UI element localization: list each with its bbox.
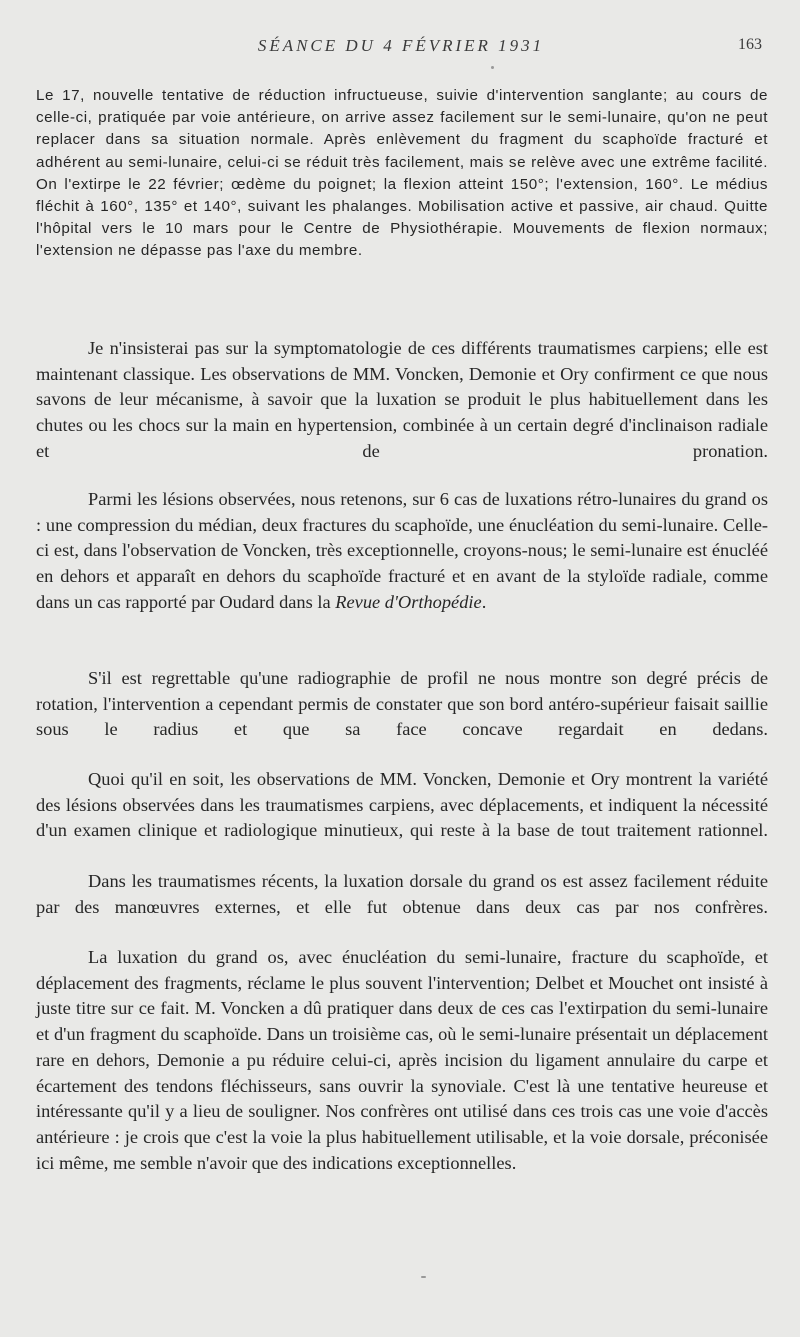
page-number: 163 [738, 36, 762, 53]
radiography-paragraph: S'il est regrettable qu'une radiographie de profil ne nous montre son degré précis de rotation, l'intervention a cependant permis de constater que son bord antéro-supérieur faisait saillie sous le radius et que sa face concave regardait en dedans. [36, 668, 768, 740]
session-title: SÉANCE DU 4 FÉVRIER 1931 [257, 36, 545, 55]
scan-speck [421, 1276, 426, 1278]
recent-trauma-paragraph: Dans les traumatismes récents, la luxation dorsale du grand os est assez facilement réduite par des manœuvres externes, et elle fut obtenue dans deux cas par nos confrères. [36, 871, 768, 917]
running-header [40, 36, 762, 58]
journal-title: Revue d'Orthopédie [335, 591, 482, 612]
scan-speck [491, 66, 494, 69]
lesions-paragraph: Parmi les lésions observées, nous retenons, sur 6 cas de luxations rétro-lunaires du grand os : une compression du médian, deux fractures du scaphoïde, une énucléation du semi-lunaire. Celle-ci est, dans l'observation de Voncken, très exceptionnelle, croyons-nous; le semi-lunaire est énucléé en dehors et apparaît en dehors du scaphoïde fracturé et en avant de la styloïde radiale, comme dans un cas rapporté par Oudard dans la Revue d'Orthopédie. [36, 489, 768, 612]
variety-paragraph: Quoi qu'il en soit, les observations de MM. Voncken, Demonie et Ory montrent la variété des lésions observées dans les traumatismes carpiens, avec déplacements, et indiquent la nécessité d'un examen clinique et radiologique minutieux, qui reste à la base de tout traitement rationnel. [36, 769, 768, 841]
case-report-paragraph: Le 17, nouvelle tentative de réduction infructueuse, suivie d'intervention sanglante; au cours de celle-ci, pratiquée par voie antérieure, on arrive assez facilement sur le semi-lunaire, qu'on ne peut replacer dans sa situation normale. Après enlèvement du fragment du scaphoïde fracturé et adhérent au semi-lunaire, celui-ci se réduit très facilement, mais se relève avec une extrême facilité. On l'extirpe le 22 février; œdème du poignet; la flexion atteint 150°; l'extension, 160°. Le médius fléchit à 160°, 135° et 140°, suivant les phalanges. Mobilisation active et passive, air chaud. Quitte l'hôpital vers le 10 mars pour le Centre de Physiothérapie. Mouvements de flexion normaux; l'extension ne dépasse pas l'axe du membre. [36, 87, 768, 260]
lesions-text: Parmi les lésions observées, nous retenons, sur 6 cas de luxations rétro-lunaires du grand os : une compression du médian, deux fractures du scaphoïde, une énucléation du semi-lunaire. Celle-ci est, dans l'observation de Voncken, très exceptionnelle, croyons-nous; le semi-lunaire est énucléé en dehors et apparaît en dehors du scaphoïde fracturé et en avant de la styloïde radiale, comme dans un cas rapporté par Oudard dans la [36, 489, 768, 612]
intervention-paragraph: La luxation du grand os, avec énucléation du semi-lunaire, fracture du scaphoïde, et déplacement des fragments, réclame le plus souvent l'intervention; Delbet et Mouchet ont insisté à juste titre sur ce fait. M. Voncken a dû pratiquer dans deux de ces cas l'extirpation du semi-lunaire et d'un fragment du scaphoïde. Dans un troisième cas, où le semi-lunaire présentait un déplacement rare en dehors, Demonie a pu réduire celui-ci, après incision du ligament annulaire du carpe et écartement des tendons fléchisseurs, sans ouvrir la synoviale. C'est là une tentative heureuse et intéressante qu'il y a lieu de souligner. Nos confrères ont utilisé dans ces trois cas une voie d'accès antérieure : je crois que c'est la voie la plus habituellement utilisable, et la voie dorsale, préconisée ici même, me semble n'avoir que des indications exceptionnelles. [36, 947, 768, 1173]
symptomatology-paragraph: Je n'insisterai pas sur la symptomatologie de ces différents traumatismes carpiens; elle est maintenant classique. Les observations de MM. Voncken, Demonie et Ory confirment ce que nous savons de leur mécanisme, à savoir que la luxation se produit le plus habituellement dans les chutes ou les chocs sur la main en hypertension, combinée à un certain degré d'inclinaison radiale et de pronation. [36, 338, 768, 461]
